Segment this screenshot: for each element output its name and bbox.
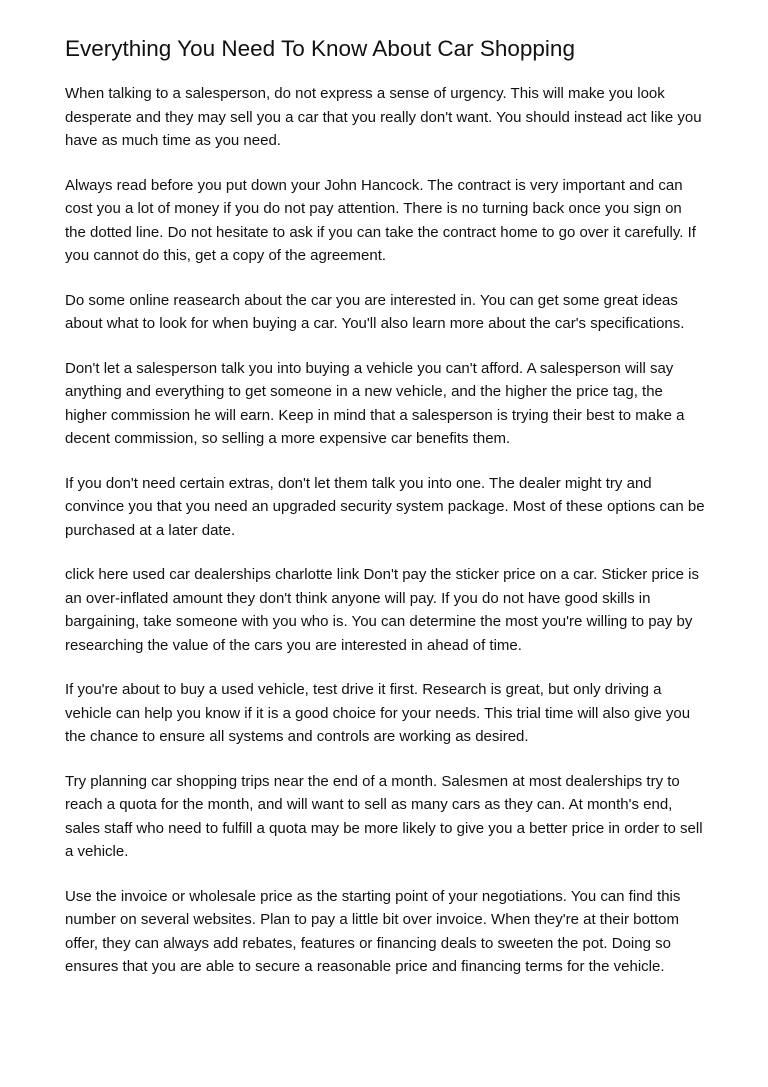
paragraph-urgency: When talking to a salesperson, do not express a sense of urgency. This will make you look desperate and they may sell you a car that you really don't want. You should instead act like you have as much time as you need. <box>65 85 702 149</box>
paragraph-contract: Always read before you put down your John Hancock. The contract is very important and can cost you a lot of money if you do not pay attention. There is no turning back once you sign on the dotted line. Do not hesitate to ask if you can take the contract home to go over it carefully. If you cannot do this, get a copy of the agreement. <box>65 176 696 264</box>
paragraph-month-end: Try planning car shopping trips near the end of a month. Salesmen at most dealerships try to reach a quota for the month, and will want to sell as many cars as they can. At month's end, sales staff who need to fulfill a quota may be more likely to give you a better price in order to sell a vehicle. <box>65 772 703 860</box>
paragraph-extras: If you don't need certain extras, don't let them talk you into one. The dealer might try and convince you that you need an upgraded security system package. Most of these options can be purchased at a later date. <box>65 474 705 539</box>
paragraph-afford: Don't let a salesperson talk you into buying a vehicle you can't afford. A salesperson will say anything and everything to get someone in a new vehicle, and the higher the price tag, the higher commission he will earn. Keep in mind that a salesperson is trying their best to make a decent commission, so selling a more expensive car benefits them. <box>65 359 685 447</box>
page-title: Everything You Need To Know About Car Shopping <box>65 36 575 61</box>
paragraph-research: Do some online reasearch about the car you are interested in. You can get some great ideas about what to look for when buying a car. You'll also learn more about the car's specifications. <box>65 291 685 332</box>
paragraph-sticker-price: click here used car dealerships charlotte link Don't pay the sticker price on a car. Sticker price is an over-inflated amount they don't think anyone will pay. If you do not have good skills in bargaining, take someone with you who is. You can determine the most you're willing to pay by researching the value of the cars you are interested in ahead of time. <box>65 566 699 654</box>
paragraph-test-drive: If you're about to buy a used vehicle, test drive it first. Research is great, but only driving a vehicle can help you know if it is a good choice for your needs. This trial time will also give you the chance to ensure all systems and controls are working as desired. <box>65 681 691 745</box>
paragraph-invoice: Use the invoice or wholesale price as the starting point of your negotiations. You can find this number on several websites. Plan to pay a little bit over invoice. When they're at their bottom offer, they can always add rebates, features or financing deals to sweeten the pot. Doing so ensures that you are able to secure a reasonable price and financing terms for the vehicle. <box>65 887 681 975</box>
